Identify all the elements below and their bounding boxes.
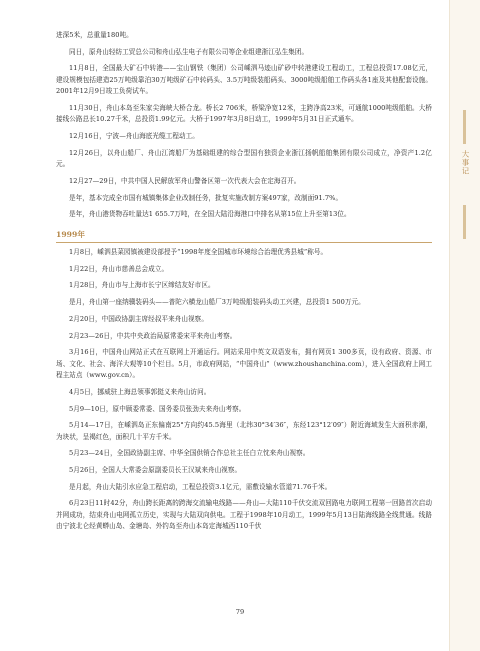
section-1998-entries [56, 30, 432, 221]
entry-paragraph: 4月5日，挪威驻上海总领事郭挺义来舟山访问。 [69, 387, 211, 396]
entry-paragraph: 5月26日，全国人大常委会原副委员长王汉斌来舟山视察。 [69, 466, 242, 475]
entry-paragraph: 是月起，舟山大陆引水应急工程启动，工程总投资3.1亿元，需敷设输水管道71.76千米。 [69, 482, 332, 491]
entry-paragraph: 6月23日11时42分，舟山跨长距离的跨海交流输电线路——舟山—大陆110千伏交流双回路电力联网工程第一回路首次启动并网成功，结束舟山电网孤立历史，实现与大陆双向供电。工程于1998年10月动工，1999年5月13日陆海线路全线贯通。线路由宁波北仑经黄蟒山岛、金塘岛、外钓岛至舟山本岛定海城西110千伏 [56, 499, 432, 531]
page-body [56, 30, 432, 538]
section-1999-entries [56, 247, 432, 533]
section-title: 大事记 [461, 150, 470, 176]
entry-paragraph: 11月8日，全国最大矿石中转港——宝山钢铁（集团）公司嵊泗马迹山矿砂中转港建设工程动工，工程总投资17.08亿元，建设规模包括建造25万吨级靠泊30万吨级矿石中转码头、3.5万吨级装船码头、3000吨级船舶工作码头各1座及其他配套设施。2001年12月9日竣工负荷试车。 [56, 64, 432, 96]
entry-paragraph: 同日，原舟山轻纺工贸总公司和舟山弘生电子有限公司等企业组建浙江弘生集团。 [69, 47, 309, 56]
year-heading: 1999年 [56, 229, 432, 243]
entry-paragraph: 12月26日，以舟山船厂、舟山江湾船厂为基础组建的综合型国有独资企业浙江扬帆船舶集团有限公司成立，净资产1.2亿元。 [56, 148, 432, 169]
entry-paragraph: 2月23—26日，中共中央政治局原常委宋平来舟山考察。 [69, 331, 237, 340]
side-margin-strip [450, 0, 480, 651]
entry-paragraph: 1月28日，舟山市与上海市长宁区缔结友好市区。 [69, 281, 215, 290]
side-ornament-top [463, 110, 466, 144]
entry-paragraph: 3月16日，中国舟山网站正式在互联网上开通运行。网站采用中英文双语发布，拥有网页1 300多页，设有政府、资源、市场、文化、社会、海洋大观等10个栏目。5月，市政府网站，“中国舟山”（www.zhoushanchina.com），进入全国政府上网工程主站点（www.gov.cn）。 [56, 348, 432, 380]
entry-paragraph: 11月30日，舟山本岛至朱家尖海峡大桥合龙。桥长2 706米，桥梁净宽12米，主跨净高23米，可通航1000吨级船舶。大桥接线公路总长10.27千米，总投资1.99亿元。大桥于1997年3月8日动工，1999年5月31日正式通车。 [56, 103, 432, 124]
entry-paragraph: 是年，基本完成全市国有城镇集体企业改制任务，批复实施改制方案497家，改制面91.7%。 [69, 193, 343, 202]
entry-paragraph: 2月20日，中国政协副主席经叔平来舟山视察。 [69, 314, 208, 323]
side-ornament-bottom [463, 205, 466, 239]
entry-paragraph: 是月，舟山第一座纳骥装码头——普陀六横龙山船厂3万吨级船装码头动工兴建，总投资1 500万元。 [69, 298, 365, 307]
entry-paragraph: 12月16日，宁波—舟山海底光缆工程动工。 [69, 132, 199, 141]
entry-paragraph: 1月22日，舟山市慈善总会成立。 [69, 264, 169, 273]
entry-paragraph: 是年，舟山港货物吞吐量达1 655.7万吨，在全国大陆沿海港口中排名从第15位上升至第13位。 [69, 210, 351, 219]
entry-paragraph: 1月8日，嵊泗县菜园镇被建设部授予“1998年度全国城市环境综合治理优秀县城”称号。 [69, 248, 328, 257]
entry-paragraph: 5月9—10日，原中顾委常委、国务委员张劲夫来舟山考察。 [69, 404, 246, 413]
entry-paragraph: 12月27—29日，中共中国人民解放军舟山警备区第一次代表大会在定海召开。 [69, 176, 301, 185]
entry-paragraph: 5月23—24日，全国政协副主席、中华全国供销合作总社主任白立忱来舟山视察。 [69, 449, 310, 458]
entry-paragraph: 进深5米，总重量180吨。 [56, 31, 133, 39]
entry-paragraph: 5月14—17日，在嵊泗岛正东偏南25°方向约45.5海里（北纬30°34′36″，东经123°12′09″）附近海域发生大面积赤潮，为块状，呈褐红色，面积几十平方千米。 [56, 421, 432, 441]
page-number: 79 [235, 608, 245, 616]
